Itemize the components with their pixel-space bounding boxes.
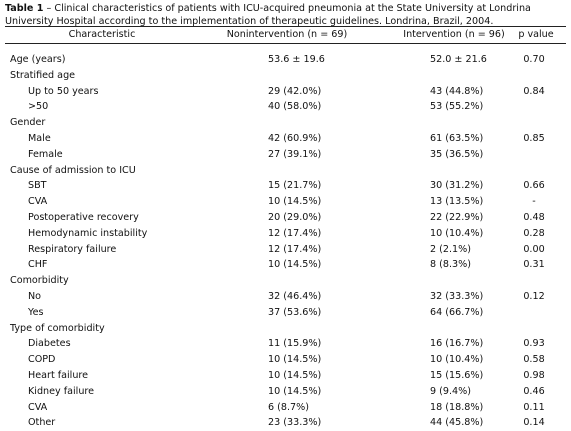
table-row <box>0 242 571 258</box>
nonintervention-cell: 40 (58.0%) <box>268 101 322 113</box>
row-label: Other <box>28 417 56 429</box>
row-label: Comorbidity <box>10 275 69 287</box>
column-header-nonintervention: Nonintervention (n = 69) <box>226 29 348 40</box>
row-label: No <box>28 290 42 302</box>
table-row <box>0 147 571 163</box>
nonintervention-cell: 53.6 ± 19.6 <box>268 54 325 65</box>
table-row <box>0 321 571 337</box>
intervention-cell: 13 (13.5%) <box>430 196 484 208</box>
intervention-cell: 30 (31.2%) <box>430 180 484 192</box>
intervention-cell: 16 (16.7%) <box>430 338 484 350</box>
header-bottom-rule <box>5 43 566 44</box>
table-row <box>0 194 571 210</box>
pvalue-cell: 0.84 <box>523 85 545 97</box>
table-row <box>0 336 571 352</box>
row-label: CVA <box>28 196 48 208</box>
row-label: >50 <box>28 101 49 113</box>
pvalue-cell: 0.46 <box>523 385 545 397</box>
row-label: Type of comorbidity <box>10 322 105 334</box>
intervention-cell: 44 (45.8%) <box>430 417 484 429</box>
row-label: Heart failure <box>28 369 89 381</box>
pvalue-cell: 0.70 <box>523 54 545 65</box>
table-row <box>0 415 571 431</box>
intervention-cell: 18 (18.8%) <box>430 401 484 413</box>
table-caption-text: – Clinical characteristics of patients with ICU-acquired pneumonia at the State University at Londrina University Hospital according to the implementation of therapeutic guidelines. Londrina, Brazil, 2004. <box>5 3 531 27</box>
pvalue-cell: 0.93 <box>523 338 545 350</box>
pvalue-cell: 0.98 <box>523 369 545 381</box>
table-row <box>0 289 571 305</box>
pvalue-cell: 0.48 <box>523 211 545 223</box>
intervention-cell: 2 (2.1%) <box>430 243 472 255</box>
pvalue-cell: 0.85 <box>523 132 545 144</box>
nonintervention-cell: 37 (53.6%) <box>268 306 322 318</box>
column-header-characteristic: Characteristic <box>68 29 136 40</box>
intervention-cell: 9 (9.4%) <box>430 385 472 397</box>
intervention-cell: 22 (22.9%) <box>430 211 484 223</box>
row-label: Gender <box>10 117 46 129</box>
intervention-cell: 15 (15.6%) <box>430 369 484 381</box>
intervention-cell: 10 (10.4%) <box>430 227 484 239</box>
row-label: Cause of admission to ICU <box>10 164 136 176</box>
pvalue-cell: 0.31 <box>523 259 545 271</box>
intervention-cell: 35 (36.5%) <box>430 148 484 160</box>
column-header-pvalue: p value <box>518 29 554 40</box>
nonintervention-cell: 10 (14.5%) <box>268 385 322 397</box>
row-label: Female <box>28 148 63 160</box>
table-row <box>0 226 571 242</box>
pvalue-cell: 0.28 <box>523 227 545 239</box>
pvalue-cell: 0.11 <box>523 401 545 413</box>
table-body <box>0 52 571 431</box>
nonintervention-cell: 10 (14.5%) <box>268 259 322 271</box>
nonintervention-cell: 10 (14.5%) <box>268 196 322 208</box>
row-label: Diabetes <box>28 338 71 350</box>
intervention-cell: 52.0 ± 21.6 <box>430 54 487 65</box>
nonintervention-cell: 20 (29.0%) <box>268 211 322 223</box>
pvalue-cell: 0.00 <box>523 243 545 255</box>
row-label: Hemodynamic instability <box>28 227 148 239</box>
intervention-cell: 64 (66.7%) <box>430 306 484 318</box>
row-label: Age (years) <box>10 54 66 65</box>
pvalue-cell: 0.66 <box>523 180 545 192</box>
pvalue-cell: 0.58 <box>523 354 545 366</box>
nonintervention-cell: 12 (17.4%) <box>268 243 322 255</box>
intervention-cell: 8 (8.3%) <box>430 259 472 271</box>
table-row <box>0 163 571 179</box>
row-label: Up to 50 years <box>28 85 99 97</box>
column-header-intervention: Intervention (n = 96) <box>403 29 505 40</box>
table-row <box>0 68 571 84</box>
nonintervention-cell: 11 (15.9%) <box>268 338 322 350</box>
table-row <box>0 210 571 226</box>
header-top-rule <box>5 26 566 27</box>
table-row <box>0 99 571 115</box>
row-label: Kidney failure <box>28 385 95 397</box>
nonintervention-cell: 10 (14.5%) <box>268 354 322 366</box>
table-row <box>0 178 571 194</box>
table-row <box>0 305 571 321</box>
intervention-cell: 10 (10.4%) <box>430 354 484 366</box>
table-caption-label: Table 1 <box>5 3 44 14</box>
table-row <box>0 84 571 100</box>
pvalue-cell: 0.14 <box>523 417 545 429</box>
row-label: Stratified age <box>10 69 76 81</box>
nonintervention-cell: 27 (39.1%) <box>268 148 322 160</box>
nonintervention-cell: 10 (14.5%) <box>268 369 322 381</box>
nonintervention-cell: 15 (21.7%) <box>268 180 322 192</box>
table-row <box>0 115 571 131</box>
row-label: CVA <box>28 401 48 413</box>
intervention-cell: 43 (44.8%) <box>430 85 484 97</box>
row-label: SBT <box>28 180 47 192</box>
nonintervention-cell: 6 (8.7%) <box>268 401 310 413</box>
row-label: COPD <box>28 354 56 366</box>
nonintervention-cell: 12 (17.4%) <box>268 227 322 239</box>
row-label: Yes <box>28 306 44 318</box>
nonintervention-cell: 29 (42.0%) <box>268 85 322 97</box>
table-row <box>0 384 571 400</box>
row-label: Postoperative recovery <box>28 211 139 223</box>
nonintervention-cell: 42 (60.9%) <box>268 132 322 144</box>
table-caption <box>5 2 565 28</box>
pvalue-cell: - <box>532 196 536 208</box>
pvalue-cell: 0.12 <box>523 290 545 302</box>
row-label: Male <box>28 132 51 144</box>
table-row <box>0 273 571 289</box>
intervention-cell: 32 (33.3%) <box>430 290 484 302</box>
table-row <box>0 52 571 68</box>
table-row <box>0 368 571 384</box>
table-row <box>0 352 571 368</box>
table-row <box>0 400 571 416</box>
table-row <box>0 257 571 273</box>
intervention-cell: 61 (63.5%) <box>430 132 484 144</box>
row-label: CHF <box>28 259 48 271</box>
row-label: Respiratory failure <box>28 243 117 255</box>
nonintervention-cell: 23 (33.3%) <box>268 417 322 429</box>
table-row <box>0 131 571 147</box>
intervention-cell: 53 (55.2%) <box>430 101 484 113</box>
nonintervention-cell: 32 (46.4%) <box>268 290 322 302</box>
